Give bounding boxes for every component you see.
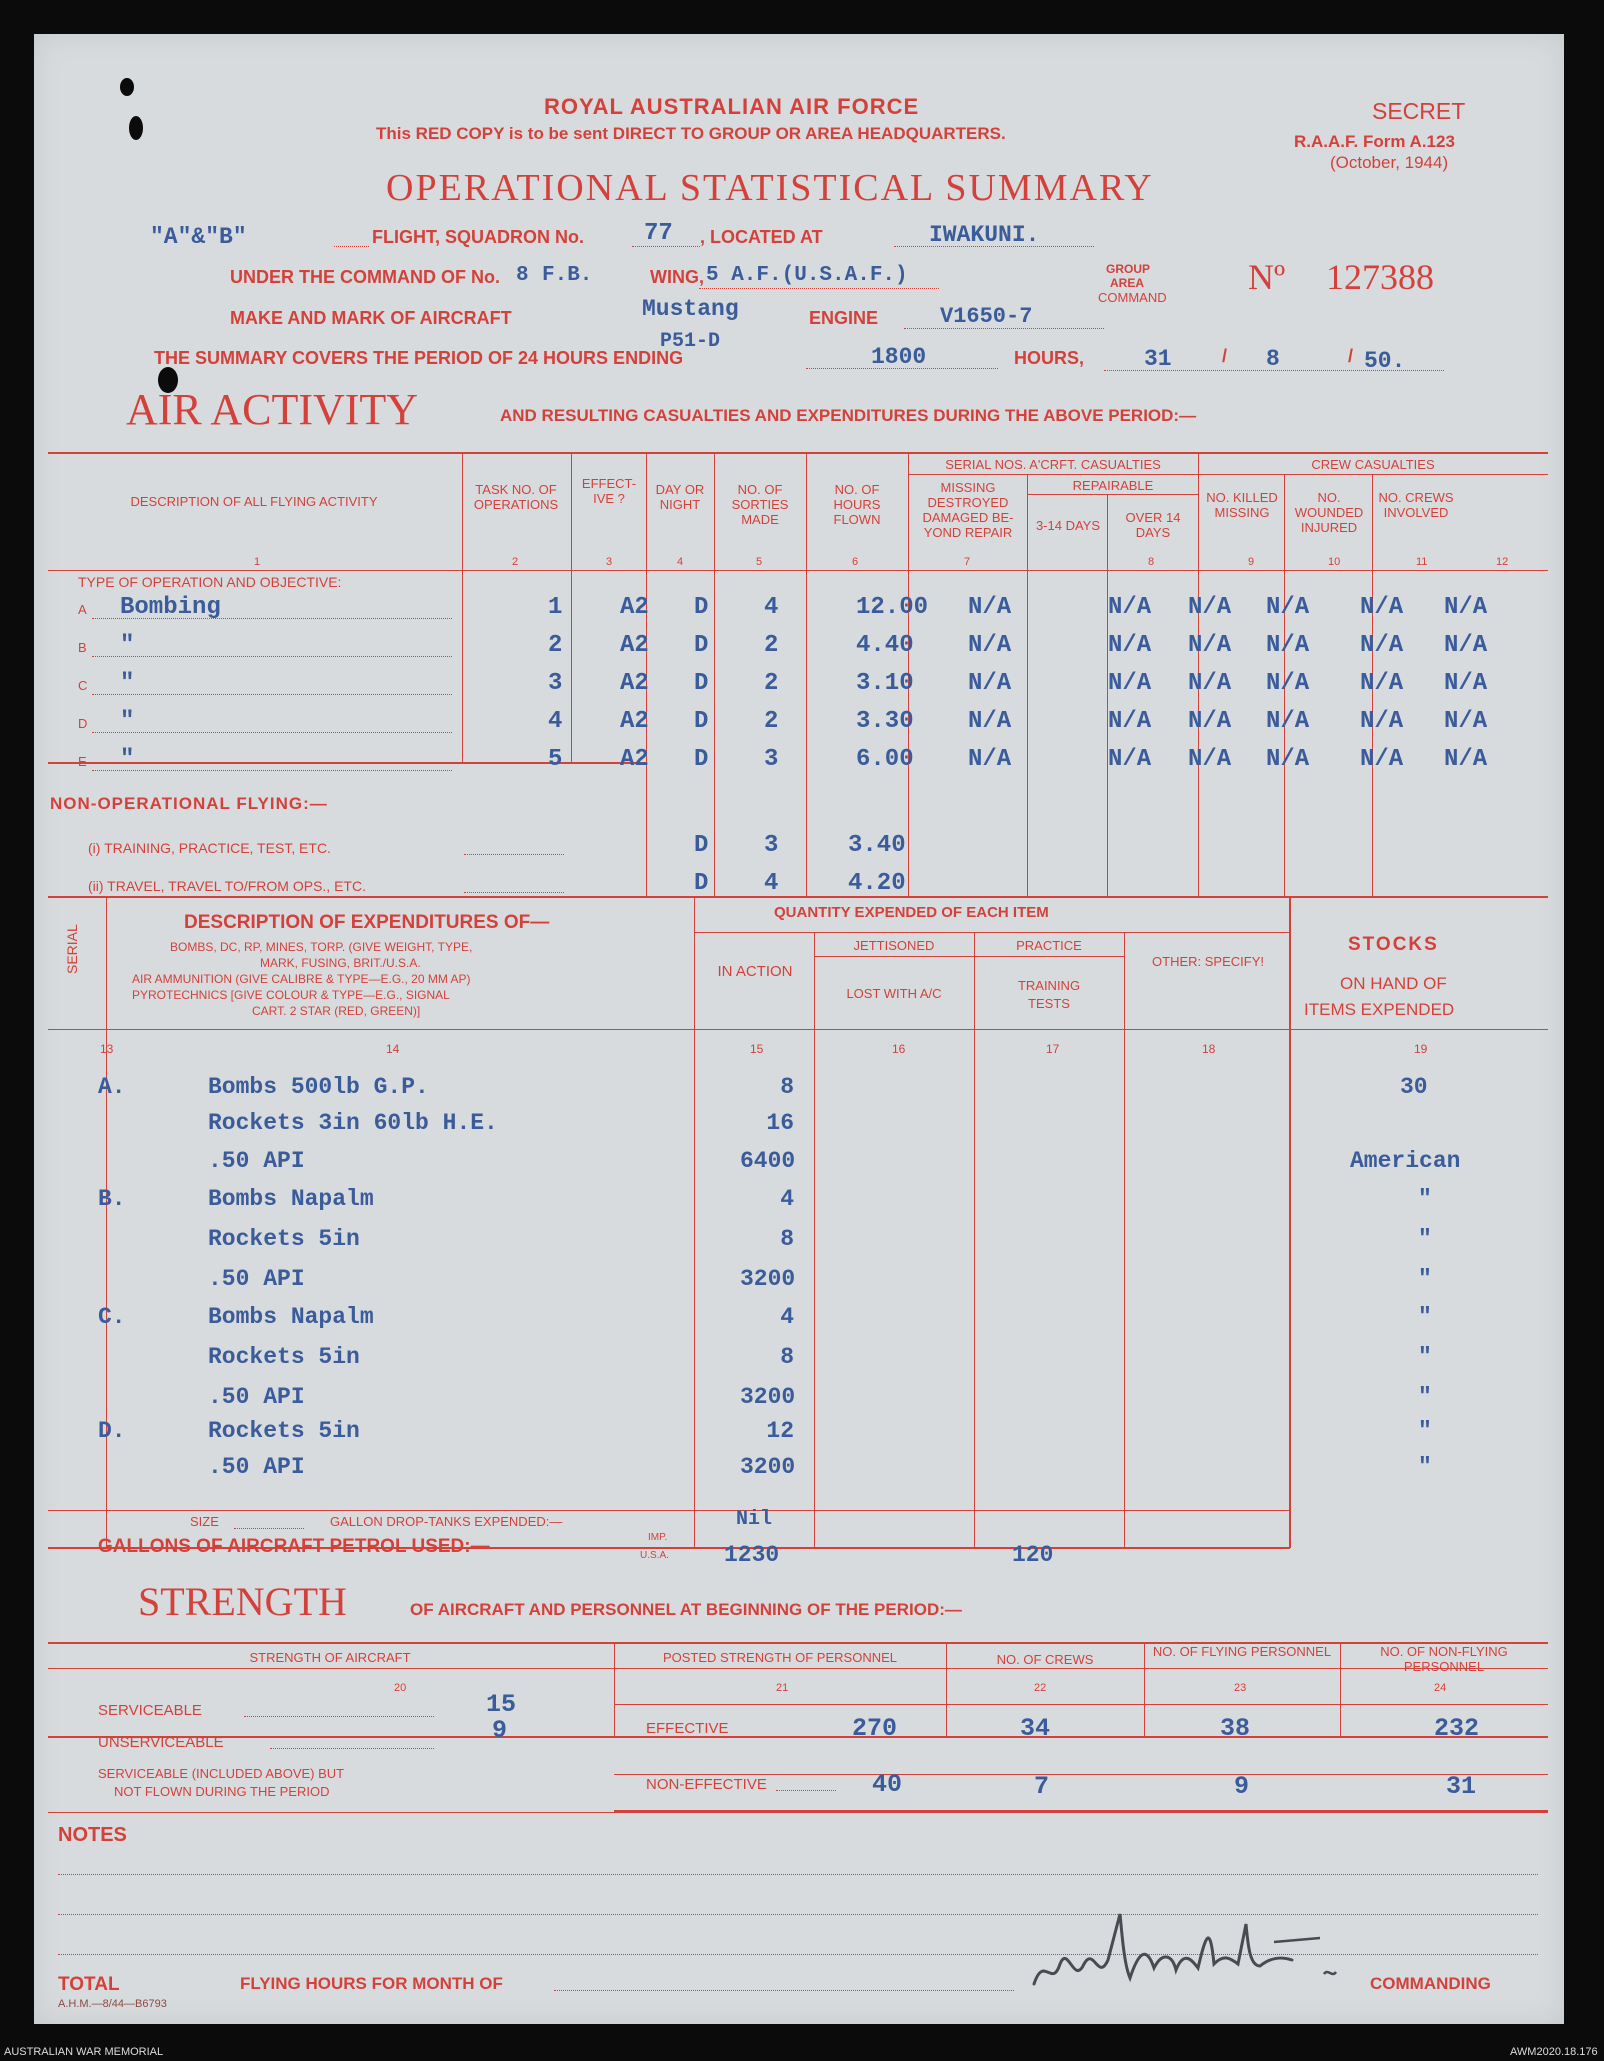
activity-cell-eff: A2	[620, 708, 649, 735]
activity-cell-c7: N/A	[968, 708, 1012, 735]
expenditure-desc: Rockets 5in	[208, 1226, 360, 1252]
activity-cell-c10: N/A	[1266, 708, 1310, 735]
activity-cell-dn: D	[694, 708, 709, 735]
aa-col-number: 7	[964, 556, 971, 568]
hours-label: HOURS,	[1014, 348, 1085, 368]
stocks-sub1: ON HAND OF	[1340, 974, 1447, 993]
non-op-label: NON-OPERATIONAL FLYING:—	[50, 794, 328, 813]
expenditure-desc: Bombs 500lb G.P.	[208, 1074, 429, 1100]
activity-cell-c8: N/A	[1108, 708, 1152, 735]
activity-cell-c8: N/A	[1108, 746, 1152, 773]
aa-col-number: 6	[852, 556, 859, 568]
flying-header: NO. OF FLYING PERSONNEL	[1152, 1644, 1332, 1659]
non-op-sorties: 3	[764, 832, 779, 859]
activity-cell-c8: N/A	[1108, 632, 1152, 659]
expenditure-serial: B.	[98, 1186, 126, 1212]
activity-cell-c11: N/A	[1360, 708, 1404, 735]
activity-cell-task: 5	[548, 746, 563, 773]
stocks-sub2: ITEMS EXPENDED	[1304, 1000, 1455, 1019]
total-label: TOTAL	[58, 1974, 120, 1995]
activity-cell-c7: N/A	[968, 594, 1012, 621]
activity-cell-c11: N/A	[1360, 670, 1404, 697]
command-word: COMMAND	[1098, 290, 1167, 305]
form-date: (October, 1944)	[1330, 153, 1449, 172]
expenditure-qty: 4	[780, 1186, 794, 1212]
expenditure-desc: Rockets 5in	[208, 1344, 360, 1370]
activity-cell-dn: D	[694, 746, 709, 773]
col-missing-header: MISSING DESTROYED DAMAGED BE-YOND REPAIR	[922, 480, 1014, 540]
exp-col-number: 15	[750, 1042, 764, 1056]
training-header: TRAINING	[1017, 978, 1081, 993]
effective-posted: 270	[852, 1714, 898, 1743]
serial-prefix: Nº	[1248, 257, 1286, 297]
month-label: FLYING HOURS FOR MONTH OF	[240, 1974, 503, 1993]
effective-label: EFFECTIVE	[646, 1720, 729, 1737]
col-sorties-header: NO. OF SORTIES MADE	[731, 482, 789, 527]
petrol-imp: IMP.	[648, 1532, 668, 1543]
activity-cell-c10: N/A	[1266, 632, 1310, 659]
activity-cell-desc: "	[120, 670, 135, 697]
activity-cell-eff: A2	[620, 670, 649, 697]
petrol-label: GALLONS OF AIRCRAFT PETROL USED:—	[98, 1536, 490, 1557]
expenditure-desc-line: CART. 2 STAR (RED, GREEN)]	[252, 1004, 421, 1018]
aa-col-number: 11	[1416, 556, 1428, 568]
expenditure-desc: .50 API	[208, 1266, 305, 1292]
wing-value: F.B.	[542, 264, 593, 287]
activity-cell-dn: D	[694, 594, 709, 621]
command-no: 8	[516, 264, 529, 287]
command-value: 5 A.F.(U.S.A.F.)	[706, 264, 908, 287]
in-action-header: IN ACTION	[717, 963, 793, 980]
activity-cell-c9: N/A	[1188, 708, 1232, 735]
row-letter: D	[78, 716, 88, 731]
stocks-title: STOCKS	[1348, 934, 1439, 955]
non-op-sorties: 4	[764, 870, 779, 897]
signature	[1024, 1894, 1354, 2004]
aircraft-value: Mustang	[642, 296, 739, 322]
activity-cell-hours: 6.00	[856, 746, 914, 773]
activity-cell-c9: N/A	[1188, 746, 1232, 773]
activity-cell-task: 3	[548, 670, 563, 697]
archive-left: AUSTRALIAN WAR MEMORIAL	[4, 2046, 164, 2058]
col-rep-3-14-header: 3-14 DAYS	[1035, 518, 1101, 533]
petrol-usa: U.S.A.	[640, 1550, 669, 1561]
group-label: GROUP	[1106, 262, 1151, 276]
expenditure-desc: Rockets 3in 60lb H.E.	[208, 1110, 498, 1136]
practice-header: PRACTICE	[1016, 938, 1082, 953]
activity-cell-c7: N/A	[968, 632, 1012, 659]
activity-cell-hours: 12.00	[856, 594, 929, 621]
activity-cell-eff: A2	[620, 746, 649, 773]
activity-cell-c11: N/A	[1360, 746, 1404, 773]
aircraft-strength-header: STRENGTH OF AIRCRAFT	[249, 1650, 411, 1665]
aa-col-number: 5	[756, 556, 763, 568]
row-letter: B	[78, 640, 87, 655]
exp-col-number: 17	[1046, 1042, 1060, 1056]
petrol-practice: 120	[1012, 1542, 1054, 1568]
col-daynight-header: DAY OR NIGHT	[655, 482, 705, 512]
flight-value: "A"&"B"	[150, 224, 247, 250]
col-desc-header: DESCRIPTION OF ALL FLYING ACTIVITY	[130, 494, 378, 509]
exp-col-number: 18	[1202, 1042, 1216, 1056]
expenditure-serial: C.	[98, 1304, 126, 1330]
non-op-label: (ii) TRAVEL, TRAVEL TO/FROM OPS., ETC.	[88, 878, 366, 894]
activity-cell-desc: "	[120, 746, 135, 773]
expenditure-stock: "	[1418, 1384, 1432, 1410]
serviceable-label: SERVICEABLE	[98, 1702, 202, 1719]
col-crews-header: NO. CREWS INVOLVED	[1378, 490, 1454, 520]
page-title: OPERATIONAL STATISTICAL SUMMARY	[386, 167, 1154, 209]
nonflying-header: NO. OF NON-FLYING PERSONNEL	[1380, 1644, 1508, 1674]
non-op-daynight: D	[694, 832, 709, 859]
activity-cell-c9: N/A	[1188, 670, 1232, 697]
aa-col-number: 8	[1148, 556, 1155, 568]
activity-cell-c10: N/A	[1266, 594, 1310, 621]
activity-cell-eff: A2	[620, 594, 649, 621]
exp-col-number: 14	[386, 1042, 400, 1056]
form-sheet: ROYAL AUSTRALIAN AIR FORCE This RED COPY is to be sent DIRECT TO GROUP OR AREA HEADQUARTERS. OPERATIONAL STATISTICAL SUMMARY SECRET R.A.A.F. Form A.123 (October, 1944) Nº 127388 "A"&"B" FLIGHT, SQUADRON No. 77 , LOCATED AT IWAKUNI. UNDER THE COMMAND OF No. 8 F.B. WING, 5 A.F.(U.S.A.F.) GROUP AREA COMMAND MAKE AND MARK OF AIRCRAFT Mustang ENGINE V1650-7 P51-D THE SUMMARY COVERS THE PERIOD OF 24 HOURS ENDING 1800 HOURS, 31 / 8 / 50. AIR ACTIVITY AND RESULTING CASUALTIES AND EXPENDITURES DURING THE ABOVE PERIOD:— DESCRIPTION OF ALL FLYING ACTIVITY TASK NO. OF OPERATIONS EFFECT-IVE ? DAY OR NIGHT NO. OF SORTIES MADE NO. OF HOURS FLOWN SERIAL NOS. A'CRFT. CASUALTIES MISSING DESTROYED DAMAGED BE-YOND REPAIR REPAIRABLE 3-14 DAYS OVER 14 DAYS CREW CASUALTIES NO. KILLED MISSING NO. WOUNDED INJURED NO. CREWS INVOLVED 1 2 3 4 5 6 7 8 9 10 11 12 TYPE OF OPERATION AND OBJECTIVE: A Bombing 1 A2 D 4 12.00 N/A N/A N/A N/A N/A N/A B " 2 A2 D 2 4.40 N/A N/A N/A N/A N/A N/A C " 3 A2 D 2 3.10 N/A N/A N/A N/A N/A N/A D " 4 A2 D 2 3.30 N/A N/A N/A N/A N/A N/A E " 5 A2 D 3 6.00 N/A N/A N/A N/A N/A N/A NON-OPERATIONAL FLYING:— (i) TRAINING, PRACTICE, TEST, ETC. D 3 3.40 (ii) TRAVEL, TRAVEL TO/FROM OPS., ETC. D 4 4.20 SERIAL DESCRIPTION OF EXPENDITURES OF— BOMBS, DC, RP, MINES, TORP. (GIVE WEIGHT, TYPE, MARK, FUSING, BRIT./U.S.A. AIR AMMUNITION (GIVE CALIBRE & TYPE—E.G., 20 MM AP) PYROTECHNICS [GIVE COLOUR & TYPE—E.G., SIGNAL CART. 2 STAR (RED, GREEN)] QUANTITY EXPENDED OF EACH ITEM IN ACTION JETTISONED LOST WITH A/C PRACTICE TRAINING TESTS OTHER: SPECIFY! STOCKS ON HAND OF ITEMS EXPENDED 13 14 15 16 17 18 19 A. Bombs 500lb G.P. 8 30 Rockets 3in 60lb H.E. 16 .50 API 6400 American B. Bombs Napalm 4 " Rockets 5in 8 " .50 API 3200 " C. Bombs Napalm 4 " Rockets 5in 8 " .50 API 3200 " D. Rockets 5in 12 " .50 API 3200 " SIZE GALLON DROP-TANKS EXPENDED:— Nil GALLONS OF AIRCRAFT PETROL USED:— IMP. U.S.A. 1230 120 STRENGTH OF AIRCRAFT AND PERSONNEL AT BEGINNING OF THE PERIOD:— STRENGTH OF AIRCRAFT POSTED STRENGTH OF PERSONNEL NO. OF CREWS NO. OF FLYING PERSONNEL NO. OF NON-FLYING PERSONNEL 20 21 22 23 24 SERVICEABLE 15 UNSERVICEABLE 9 SERVICEABLE (INCLUDED ABOVE) BUT NOT FLOWN DURING THE PERIOD EFFECTIVE 270 34 38 232 NON-EFFECTIVE 40 7 9 31 NOTES TOTAL FLYING HOURS FOR MONTH OF COMMANDING A.H.M.—8/44—B6793	[34, 34, 1564, 2024]
non-effective-flying: 9	[1234, 1772, 1250, 1801]
expenditure-desc-line: PYROTECHNICS [GIVE COLOUR & TYPE—E.G., SIGNAL	[132, 988, 450, 1002]
effective-crews: 34	[1020, 1714, 1051, 1743]
activity-cell-c7: N/A	[968, 746, 1012, 773]
col-task-header: TASK NO. OF OPERATIONS	[473, 482, 559, 512]
non-effective-nonflying: 31	[1446, 1772, 1477, 1801]
activity-cell-c10: N/A	[1266, 746, 1310, 773]
notes-label: NOTES	[58, 1824, 127, 1846]
drop-tank-value: Nil	[736, 1508, 773, 1531]
archive-right: AWM2020.18.176	[1510, 2046, 1598, 2058]
aircraft-label: MAKE AND MARK OF AIRCRAFT	[230, 308, 512, 328]
exp-col-number: 13	[100, 1042, 114, 1056]
expenditure-stock: "	[1418, 1226, 1432, 1252]
activity-cell-c12: N/A	[1444, 632, 1488, 659]
secret-label: SECRET	[1372, 98, 1466, 124]
non-op-hours: 4.20	[848, 870, 906, 897]
engine-value: V1650-7	[940, 304, 1033, 329]
flight-label: FLIGHT, SQUADRON No.	[372, 227, 584, 247]
petrol-in-action: 1230	[724, 1542, 780, 1568]
strength-title: STRENGTH	[138, 1579, 347, 1624]
activity-cell-sorties: 2	[764, 670, 779, 697]
expenditure-qty: 12	[766, 1418, 794, 1444]
posted-strength-header: POSTED STRENGTH OF PERSONNEL	[662, 1650, 898, 1665]
activity-cell-hours: 3.30	[856, 708, 914, 735]
expenditure-qty: 16	[766, 1110, 794, 1136]
row-letter: A	[78, 602, 87, 617]
activity-cell-sorties: 4	[764, 594, 779, 621]
engine-label: ENGINE	[809, 308, 879, 328]
lost-header: LOST WITH A/C	[846, 986, 942, 1001]
instruction: This RED COPY is to be sent DIRECT TO GROUP OR AREA HEADQUARTERS.	[376, 124, 1006, 143]
aircraft-mark: P51-D	[660, 330, 721, 353]
activity-cell-eff: A2	[620, 632, 649, 659]
located-label: , LOCATED AT	[700, 227, 823, 247]
col-hours-header: NO. OF HOURS FLOWN	[833, 482, 881, 527]
form-number: R.A.A.F. Form A.123	[1294, 132, 1455, 151]
expenditure-qty: 3200	[740, 1384, 796, 1410]
strength-subtitle: OF AIRCRAFT AND PERSONNEL AT BEGINNING OF THE PERIOD:—	[410, 1600, 962, 1619]
activity-cell-c8: N/A	[1108, 594, 1152, 621]
tests-header: TESTS	[1028, 996, 1070, 1011]
location-value: IWAKUNI.	[929, 222, 1040, 248]
command-label: UNDER THE COMMAND OF No.	[230, 267, 500, 287]
non-effective-posted: 40	[872, 1770, 903, 1799]
activity-cell-c9: N/A	[1188, 632, 1232, 659]
exp-col-number: 16	[892, 1042, 906, 1056]
activity-cell-c8: N/A	[1108, 670, 1152, 697]
commanding-label: COMMANDING	[1370, 1974, 1491, 1993]
aa-col-number: 3	[606, 556, 613, 568]
expenditure-stock: American	[1350, 1148, 1461, 1174]
expenditure-desc-line: AIR AMMUNITION (GIVE CALIBRE & TYPE—E.G., 20 MM AP)	[132, 972, 471, 986]
crew-casualties-header: CREW CASUALTIES	[1311, 457, 1435, 472]
expenditure-desc: .50 API	[208, 1384, 305, 1410]
other-header: OTHER: SPECIFY!	[1152, 954, 1264, 969]
aa-col-number: 1	[254, 556, 261, 568]
expenditure-stock: "	[1418, 1304, 1432, 1330]
activity-cell-sorties: 2	[764, 632, 779, 659]
activity-cell-task: 2	[548, 632, 563, 659]
exp-col-number: 19	[1414, 1042, 1428, 1056]
strength-col-number: 20	[394, 1682, 407, 1694]
hours-value: 1800	[871, 344, 927, 370]
serial-number: 127388	[1326, 257, 1434, 297]
strength-col-number: 23	[1234, 1682, 1247, 1694]
expenditure-stock: "	[1418, 1266, 1432, 1292]
punch-hole-mid	[129, 116, 143, 140]
qty-title: QUANTITY EXPENDED OF EACH ITEM	[774, 904, 1049, 921]
non-effective-crews: 7	[1034, 1772, 1050, 1801]
wing-label: WING,	[650, 267, 704, 287]
expenditure-stock: 30	[1400, 1074, 1428, 1100]
strength-col-number: 22	[1034, 1682, 1047, 1694]
org-title: ROYAL AUSTRALIAN AIR FORCE	[544, 94, 920, 119]
print-code: A.H.M.—8/44—B6793	[58, 1998, 167, 2010]
not-flown-label-2: NOT FLOWN DURING THE PERIOD	[114, 1784, 330, 1799]
expenditure-qty: 8	[780, 1226, 794, 1252]
activity-cell-c11: N/A	[1360, 594, 1404, 621]
non-op-label: (i) TRAINING, PRACTICE, TEST, ETC.	[88, 840, 331, 856]
crews-header: NO. OF CREWS	[996, 1652, 1094, 1667]
period-label: THE SUMMARY COVERS THE PERIOD OF 24 HOURS ENDING	[154, 348, 684, 368]
jettisoned-header: JETTISONED	[853, 938, 935, 953]
effective-flying: 38	[1220, 1714, 1251, 1743]
row-letter: E	[78, 754, 87, 769]
activity-cell-dn: D	[694, 632, 709, 659]
col-rep-over14-header: OVER 14 DAYS	[1125, 510, 1181, 540]
activity-cell-task: 1	[548, 594, 563, 621]
activity-cell-desc: "	[120, 708, 135, 735]
aa-col-number: 9	[1248, 556, 1255, 568]
activity-cell-desc: Bombing	[120, 594, 221, 621]
day-value: 31	[1144, 346, 1172, 372]
activity-cell-c12: N/A	[1444, 708, 1488, 735]
non-effective-label: NON-EFFECTIVE	[646, 1776, 767, 1793]
year-value: 50.	[1364, 348, 1406, 374]
activity-cell-c7: N/A	[968, 670, 1012, 697]
expenditure-desc-line: BOMBS, DC, RP, MINES, TORP. (GIVE WEIGHT, TYPE,	[170, 940, 473, 954]
expenditure-stock: "	[1418, 1344, 1432, 1370]
expenditure-qty: 4	[780, 1304, 794, 1330]
expenditure-serial: A.	[98, 1074, 126, 1100]
unserviceable-value: 9	[492, 1716, 508, 1745]
activity-cell-c12: N/A	[1444, 594, 1488, 621]
effective-nonflying: 232	[1434, 1714, 1480, 1743]
activity-cell-c12: N/A	[1444, 670, 1488, 697]
expenditure-stock: "	[1418, 1186, 1432, 1212]
drop-tank-size: SIZE	[190, 1514, 219, 1529]
drop-tank-label: GALLON DROP-TANKS EXPENDED:—	[330, 1514, 563, 1529]
strength-col-number: 24	[1434, 1682, 1447, 1694]
punch-hole-top	[120, 78, 134, 96]
activity-cell-c10: N/A	[1266, 670, 1310, 697]
activity-cell-desc: "	[120, 632, 135, 659]
air-activity-subtitle: AND RESULTING CASUALTIES AND EXPENDITURES DURING THE ABOVE PERIOD:—	[500, 406, 1197, 425]
expenditure-stock: "	[1418, 1454, 1432, 1480]
serviceable-value: 15	[486, 1690, 517, 1719]
expenditure-qty: 3200	[740, 1266, 796, 1292]
activity-cell-c11: N/A	[1360, 632, 1404, 659]
activity-cell-hours: 4.40	[856, 632, 914, 659]
expenditure-qty: 6400	[740, 1148, 796, 1174]
squadron-value: 77	[644, 220, 673, 247]
expenditure-stock: "	[1418, 1418, 1432, 1444]
col-effective-header: EFFECT-IVE ?	[581, 476, 637, 506]
expenditure-desc: Bombs Napalm	[208, 1304, 374, 1330]
col-killed-header: NO. KILLED MISSING	[1206, 490, 1278, 520]
month-value: 8	[1266, 346, 1280, 372]
expenditure-desc-line: MARK, FUSING, BRIT./U.S.A.	[260, 956, 421, 970]
expenditures-title: DESCRIPTION OF EXPENDITURES OF—	[184, 912, 550, 933]
serial-casualties-header: SERIAL NOS. A'CRFT. CASUALTIES	[945, 457, 1161, 472]
aa-col-number: 4	[677, 556, 684, 568]
activity-cell-hours: 3.10	[856, 670, 914, 697]
expenditure-qty: 8	[780, 1344, 794, 1370]
activity-cell-task: 4	[548, 708, 563, 735]
non-op-hours: 3.40	[848, 832, 906, 859]
activity-cell-dn: D	[694, 670, 709, 697]
unserviceable-label: UNSERVICEABLE	[98, 1734, 224, 1751]
row-letter: C	[78, 678, 88, 693]
col-wounded-header: NO. WOUNDED INJURED	[1294, 490, 1364, 535]
activity-cell-sorties: 2	[764, 708, 779, 735]
activity-cell-c12: N/A	[1444, 746, 1488, 773]
strength-col-number: 21	[776, 1682, 789, 1694]
activity-cell-c9: N/A	[1188, 594, 1232, 621]
repairable-header: REPAIRABLE	[1072, 478, 1154, 493]
expenditure-qty: 3200	[740, 1454, 796, 1480]
air-activity-title: AIR ACTIVITY	[126, 385, 419, 434]
aa-col-number: 10	[1328, 556, 1341, 568]
expenditure-desc: Rockets 5in	[208, 1418, 360, 1444]
expenditure-desc: .50 API	[208, 1454, 305, 1480]
expenditure-desc: .50 API	[208, 1148, 305, 1174]
expenditure-serial: D.	[98, 1418, 126, 1444]
activity-cell-sorties: 3	[764, 746, 779, 773]
expenditure-qty: 8	[780, 1074, 794, 1100]
aa-col-number: 2	[512, 556, 519, 568]
non-op-daynight: D	[694, 870, 709, 897]
aa-col-number: 12	[1496, 556, 1509, 568]
serial-label: SERIAL	[64, 924, 80, 974]
area-label: AREA	[1110, 276, 1145, 290]
expenditure-desc: Bombs Napalm	[208, 1186, 374, 1212]
not-flown-label-1: SERVICEABLE (INCLUDED ABOVE) BUT	[98, 1766, 345, 1781]
type-of-operation-label: TYPE OF OPERATION AND OBJECTIVE:	[78, 574, 342, 590]
